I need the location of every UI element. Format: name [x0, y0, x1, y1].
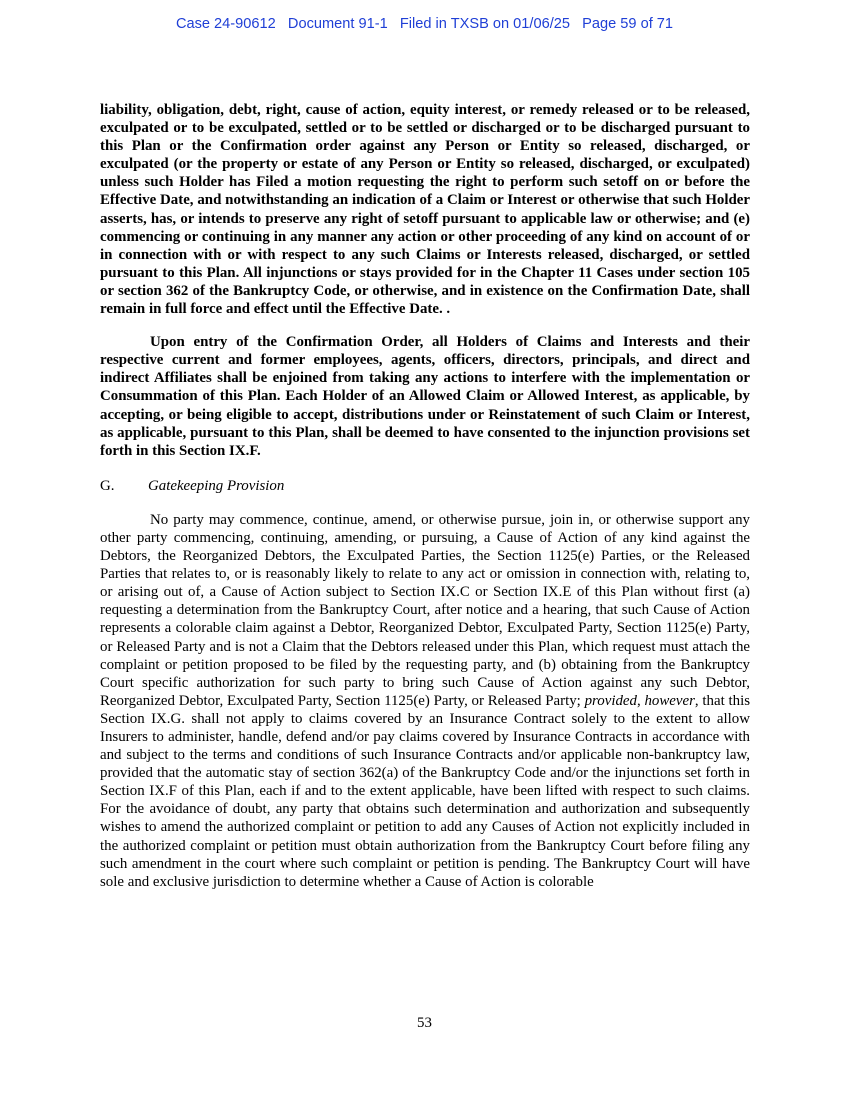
gatekeeping-provided: provided: [584, 692, 637, 709]
header-case: Case 24-90612: [175, 16, 276, 32]
header-page: Page 59 of 71: [582, 16, 674, 32]
gatekeeping-comma: ,: [636, 692, 645, 709]
gatekeeping-text-2: , that this Section IX.G. shall not apply to claims covered by an Insurance Contract solely to the extent to allow Insurers to administer, handle, defend and/or pay claims covered by Insurance Contracts in accordance with and subject to the terms and conditions of such Insurance Contracts and/or applicable non-bankruptcy law, provided that the automatic stay of section 362(a) of the Bankruptcy Code and/or the injunctions set forth in Section IX.F of this Plan, each if and to the extent applicable, have been lifted with respect to such claims. For the avoidance of doubt, any party that obtains such determination and authorization and subsequently wishes to amend the authorized complaint or petition to add any Causes of Action not explicitly included in the authorized complaint or petition must obtain authorization from the Bankruptcy Court before filing any such amendment in the court where such complaint or petition is pending. The Bankruptcy Court will have sole and exclusive jurisdiction to determine whether a Cause of Action is colorable: [100, 692, 751, 890]
section-title: Gatekeeping Provision: [148, 477, 285, 494]
section-letter: G.: [100, 477, 115, 494]
gatekeeping-however: however: [644, 692, 695, 709]
page-number: 53: [417, 1015, 432, 1031]
paragraph-injunction: Upon entry of the Confirmation Order, all Holders of Claims and Interests and their respective current and former employees, agents, officers, directors, principals, and direct and indirect Affiliates shall be enjoined from taking any actions to interfere with the implementation or Consummation of this Plan. Each Holder of an Allowed Claim or Allowed Interest, as applicable, by accepting, or being eligible to accept, distributions under or Reinstatement of such Claim or Interest, as applicable, pursuant to this Plan, shall be deemed to have consented to the injunction provisions set forth in this Section IX.F.: [100, 334, 750, 459]
document-body: [100, 101, 750, 891]
gatekeeping-text-1: No party may commence, continue, amend, or otherwise pursue, join in, or otherwise support any other party commencing, continuing, amending, or pursuing, a Cause of Action of any kind against the Debtors, the Reorganized Debtors, the Exculpated Parties, the Section 1125(e) Parties, or the Released Parties that relates to, or is reasonably likely to relate to any act or omission in connection with, relating to, or arising out of, a Cause of Action subject to Section IX.C or Section IX.E of this Plan without first (a) requesting a determination from the Bankruptcy Court, after notice and a hearing, that such Cause of Action represents a colorable claim against a Debtor, Reorganized Debtor, Exculpated Party, Section 1125(e) Party, or Released Party and is not a Claim that the Debtors released under this Plan, which request must attach the complaint or petition proposed to be filed by the requesting party, and (b) obtaining from the Bankruptcy Court specific authorization for such party to bring such Cause of Action against any such Debtor, Reorganized Debtor, Exculpated Party, Section 1125(e) Party, or Released Party;: [100, 511, 750, 709]
section-heading: [100, 477, 750, 495]
paragraph-gatekeeping: [100, 511, 750, 891]
filing-header: [0, 16, 849, 32]
header-document: Document 91-1: [287, 16, 388, 32]
header-filed: Filed in TXSB on 01/06/25: [399, 16, 570, 32]
paragraph-continued: liability, obligation, debt, right, cause of action, equity interest, or remedy released or to be released, exculpated or to be exculpated, settled or to be settled or discharged or to be discharged pursuant to this Plan or the Confirmation order against any Person or Entity so released, discharged, or exculpated (or the property or estate of any Person or Entity so released, discharged, or exculpated) unless such Holder has Filed a motion requesting the right to perform such setoff on or before the Effective Date, and notwithstanding an indication of a Claim or Interest or otherwise that such Holder asserts, has, or intends to preserve any right of setoff pursuant to applicable law or otherwise; and (e) commencing or continuing in any manner any action or other proceeding of any kind on account of or in connection with or with respect to any such Claims or Interests released, discharged, or settled pursuant to this Plan. All injunctions or stays provided for in the Chapter 11 Cases under section 105 or section 362 of the Bankruptcy Code, or otherwise, and in existence on the Confirmation Date, shall remain in full force and effect until the Effective Date. .: [100, 102, 750, 318]
